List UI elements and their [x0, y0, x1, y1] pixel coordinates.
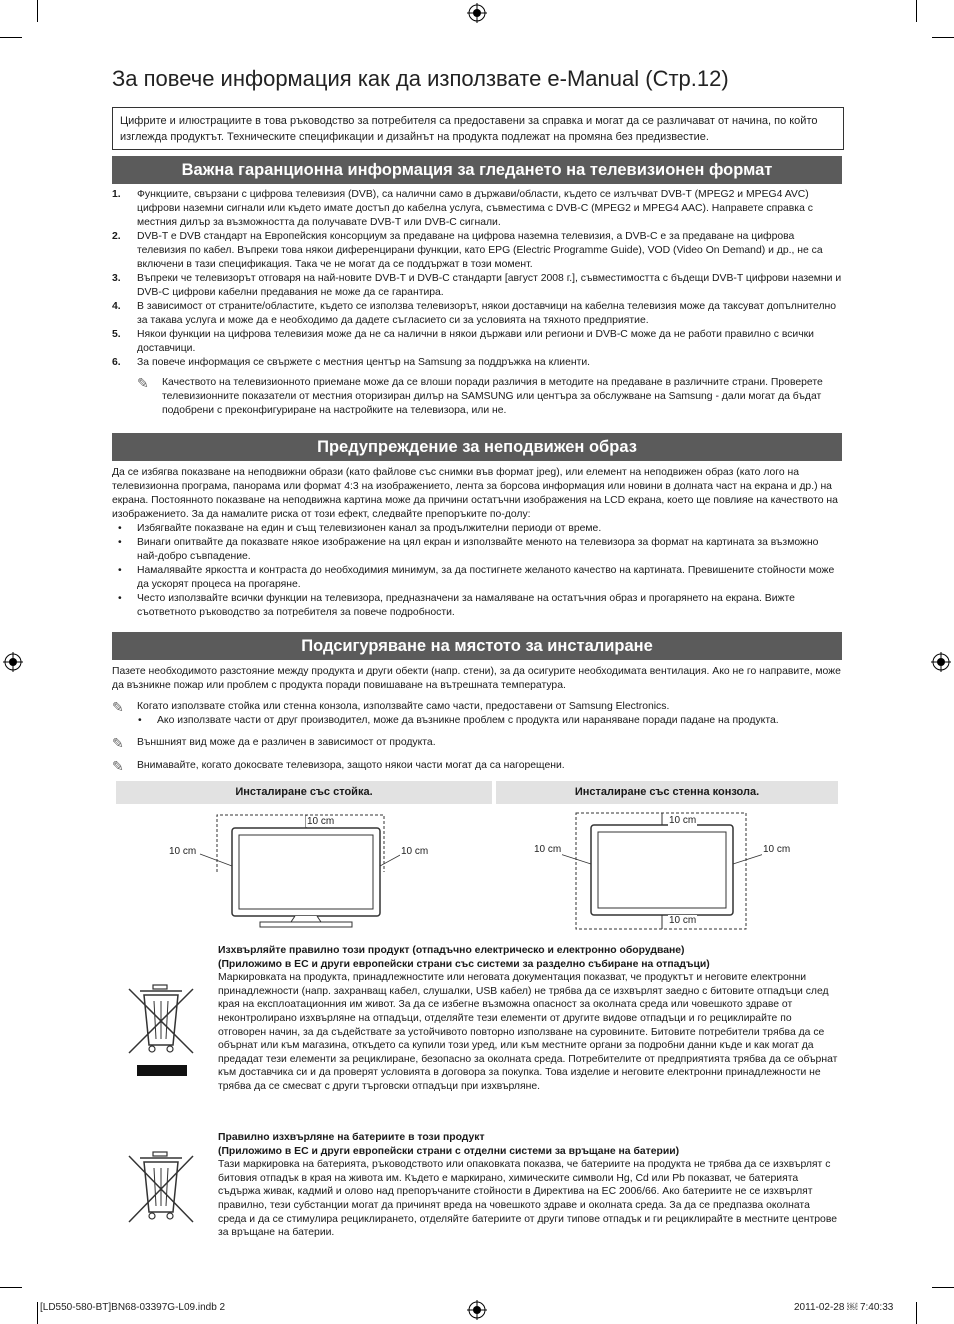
- crop-mark: [0, 37, 22, 38]
- dimension-label: 10 cm: [307, 816, 335, 827]
- item-text: Ако използвате части от друг производител, може да възникне проблем с продукта или нараняване поради падане на продукта.: [157, 715, 779, 726]
- item-number: 3.: [112, 273, 121, 284]
- crop-mark: [37, 1302, 38, 1324]
- crop-mark: [916, 1302, 917, 1324]
- footer-file-label: [LD550-580-BT]BN68-03397G-L09.indb 2: [40, 1302, 226, 1313]
- paragraph: Пазете необходимото разстояние между продукта и други обекти (напр. стени), за да осигурите необходимата вентилация. Ако не го направите, може да възникне пожар или проблем с продукта поради повишаване на вътрешната температура.: [112, 666, 841, 691]
- paragraph: Да се избягва показване на неподвижни образи (като файлове със снимки във формат jpeg), или елемент на неподвижен образ (като лого на телевизионна програма, панорама или формат 4:3 на изображението, лента за борсова информация или новини в долната част на екрана и др.) на екрана. Постоянното показване на неподвижна картина може да причини остатъчни изображения на LCD екрана, което ще повлияе на качеството на изображението. За да намалите риска от този ефект, следвайте препоръките по-долу:: [112, 467, 838, 520]
- item-number: 5.: [112, 329, 121, 340]
- note-text: Външният вид може да е различен в зависимост от продукта.: [137, 737, 436, 748]
- bullet: •: [118, 523, 122, 534]
- list-item: [112, 536, 842, 564]
- registration-mark-icon: [467, 3, 487, 23]
- bullet: •: [118, 593, 122, 604]
- registration-mark-icon: [467, 1300, 487, 1320]
- item-text: В зависимост от страните/областите, където се използва телевизорът, някои доставчици на кабелна телевизия може да таксуват допълнително за такава услуга и може да е необходимо да дадете съгласието си за условията на тяхното предприятие.: [137, 301, 837, 326]
- battery-disposal-section: [218, 1131, 838, 1240]
- weee-disposal-section: [218, 944, 838, 1094]
- item-text: Функциите, свързани с цифрова телевизия (DVB), са налични само в държави/области, където се излъчват DVB-T (MPEG2 и MPEG4 AVC) цифрови наземни сигнали или където имате достъп до кабелна услуга, съвместима с DVB-C (MPEG2 и MPEG4 AAC). Направете справка с местния дилър за възможността да получавате DVB-T или DVB-C сигнали.: [137, 189, 813, 228]
- footer-timestamp: 2011-02-28 ￼ 7:40:33: [794, 1302, 894, 1313]
- item-text: Намалявайте яркостта и контраста до необходимия минимум, за да постигнете желаното качество на картината. Превишените стойности може да ускорят процеса на прогаряне.: [137, 565, 835, 590]
- crop-mark: [916, 0, 917, 22]
- crop-mark: [932, 1287, 954, 1288]
- dimension-label: 10 cm: [169, 846, 197, 857]
- item-text: Избягвайте показване на един и същ телевизионен канал за продължителни периоди от време.: [137, 523, 602, 534]
- crop-mark: [37, 0, 38, 22]
- list-item: [112, 272, 842, 300]
- install-note: [112, 759, 842, 773]
- bullet: •: [138, 715, 142, 726]
- item-text: Винаги опитвайте да показвате някое изображение на цял екран и използвайте менюто на телевизора за формат на картината за възможно най-добро съвпадение.: [137, 537, 819, 562]
- section-heading-warranty: Важна гаранционна информация за гледането на телевизионен формат: [112, 156, 842, 184]
- item-text: Въпреки че телевизорът отговаря на най-новите DVB-T и DVB-C стандарти [август 2008 г.], съвместимостта с бъдещи DVB-T цифрови наземни и DVB-C цифрови кабелни предавания не може да се гарантира.: [137, 273, 842, 298]
- pencil-note-icon: ✎: [112, 735, 124, 751]
- battery-subtitle: (Приложимо в ЕС и други европейски страни с отделни системи за връщане на батерии): [218, 1145, 680, 1157]
- crop-mark: [0, 1287, 22, 1288]
- list-item: [112, 188, 842, 230]
- bullet: •: [118, 537, 122, 548]
- installation-section: [112, 665, 842, 773]
- list-item: [112, 564, 842, 592]
- stand-install-caption: Инсталиране със стойка.: [116, 781, 492, 804]
- battery-bin-icon: [126, 1150, 196, 1230]
- note-text: Внимавайте, когато докосвате телевизора, защото някои части могат да са нагорещени.: [137, 760, 565, 771]
- pencil-note-icon: ✎: [112, 699, 124, 715]
- page-title: За повече информация как да използвате e-Manual (Стр.12): [112, 66, 729, 91]
- install-note: [112, 700, 842, 714]
- item-text: За повече информация се свържете с местния център на Samsung за поддръжка на клиенти.: [137, 357, 591, 368]
- item-text: DVB-T е DVB стандарт на Европейския консорциум за предаване на цифрова наземна телевизия, а DVB-C е за предаване на цифрова телевизия по кабел. Въпреки това някои диференцирани функции, като EPG (Electric Programme Guide), VOD (Video On Demand) и др., не са включени в тази спецификация. Така че не могат да се поддържат в този момент.: [137, 231, 823, 270]
- item-number: 6.: [112, 357, 121, 368]
- list-item: [112, 592, 842, 620]
- pencil-note-icon: ✎: [112, 758, 124, 774]
- crossed-bin-icon: [126, 983, 196, 1078]
- item-number: 4.: [112, 301, 121, 312]
- battery-title: Правилно изхвърляне на батериите в този продукт: [218, 1132, 485, 1143]
- note-text: Качеството на телевизионното приемане може да се влоши поради различия в методите на предаване в различните страни. Проверете телевизионните показатели от местния оторизиран дилър на SAMSUNG или центъра за обслужване на Samsung - дали могат да бъдат подобрени с преконфигуриране на настройките на телевизора, или не.: [162, 377, 823, 416]
- dimension-label: 10 cm: [534, 844, 562, 855]
- disclaimer-box: Цифрите и илюстрациите в това ръководство за потребителя са предоставени за справка и могат да се различават от начина, по който изглежда продуктът. Техническите спецификации и дизайнът на продукта подлежат на промяна без предизвестие.: [112, 107, 844, 150]
- registration-mark-icon: [3, 652, 23, 672]
- battery-body: Тази маркировка на батерията, ръководството или опаковката показва, че батериите на продукта не трябва да се изхвърлят с битовия отпадък в края на живота им. Където е маркирано, химическите символи Hg, Cd или Pb показват, че батерията съдържа живак, кадмий и олово над препоръчаните стойности в Директива на ЕС 2006/66. Ако батериите не се изхвърлят правилно, тези субстанции могат да причинят вреда на човешкото здраве и околната среда. За да се предпазва околната среда и да се стимулира рециклирането, отделяйте батериите от други типове отпадък и ги рециклирайте в местните центрове за връщане на батерии.: [218, 1159, 838, 1239]
- wall-install-caption: Инсталиране със стенна конзола.: [496, 781, 838, 804]
- list-item: [112, 356, 842, 370]
- list-item: [112, 300, 842, 328]
- weee-body: Маркировката на продукта, принадлежностите или неговата документация показват, че продуктът и неговите електронни принадлежности (напр. захранващ кабел, слушалки, USB кабел) не трябва да се изхвърлят заедно с битовите отпадъци след края на експлоатационния им живот. За да се избегне възможна опасност за околната среда или човешкото здраве от неконтролирано изхвърляне на отпадъци, отделяйте тези елементи от другите видове отпадъци и го рециклирайте по отговорен начин, за да съдействате за устойчивото повторно използване на суровините. Битовите потребители трябва да се обърнат или към магазина, откъдето са купили този уред, или към местните органи за подробни данни къде и как могат да предадат тези елементи за рециклиране, безопасно за околната среда. Потребителите от предприятията трябва да се обърнат към доставчика си и да проверят условията в договора за покупка. Това изделие и неговите електронни принадлежности не трябва да се смесват с други търговски отпадъци при изхвърляне.: [218, 972, 838, 1092]
- section-heading-still-image: Предупреждение за неподвижен образ: [112, 433, 842, 461]
- list-item: [112, 328, 842, 356]
- list-item: [112, 230, 842, 272]
- dimension-label: 10 cm: [669, 815, 697, 826]
- warranty-list: [112, 188, 842, 418]
- item-number: 2.: [112, 231, 121, 242]
- item-text: Често използвайте всички функции на телевизора, предназначени за намаляване на остатъчния образ и прогарянето на екрана. Вижте съответното ръководство за потребителя за повече подробности.: [137, 593, 795, 618]
- dimension-label: 10 cm: [669, 915, 697, 926]
- weee-subtitle: (Приложимо в ЕС и други европейски страни със системи за разделно събиране на отпадъци): [218, 958, 710, 970]
- pencil-note-icon: ✎: [137, 375, 149, 391]
- registration-mark-icon: [931, 652, 951, 672]
- list-item: [112, 714, 842, 728]
- bullet: •: [118, 565, 122, 576]
- dimension-label: 10 cm: [401, 846, 429, 857]
- note-text: Когато използвате стойка или стенна конзола, използвайте само части, предоставени от Samsung Electronics.: [137, 701, 670, 712]
- crop-mark: [932, 37, 954, 38]
- item-number: 1.: [112, 189, 121, 200]
- dimension-label: 10 cm: [763, 844, 791, 855]
- still-image-section: [112, 466, 842, 620]
- item-text: Някои функции на цифрова телевизия може да не са налични в някои държави или региони и DVB-C може да не работи правилно с всички доставчици.: [137, 329, 814, 354]
- install-note: [112, 736, 842, 750]
- list-item: [112, 522, 842, 536]
- warranty-note: [112, 376, 842, 418]
- weee-title: Изхвърляйте правилно този продукт (отпадъчно електрическо и електронно оборудване): [218, 945, 685, 956]
- section-heading-installation: Подсигуряване на мястото за инсталиране: [112, 632, 842, 660]
